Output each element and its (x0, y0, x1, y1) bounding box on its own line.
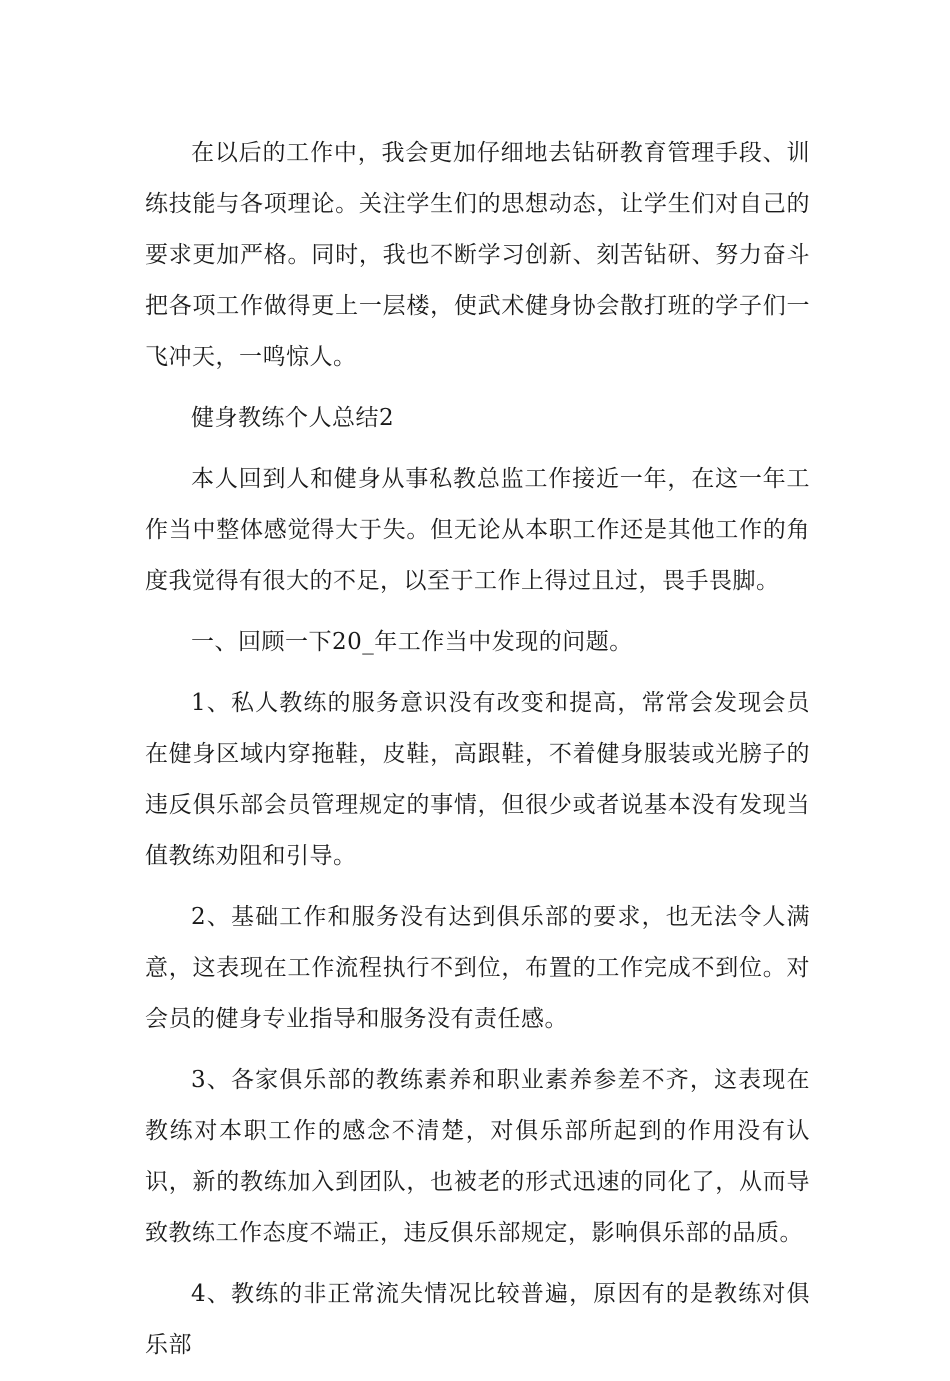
paragraph-item-2: 2、基础工作和服务没有达到俱乐部的要求，也无法令人满意，这表现在工作流程执行不到位，布置的工作完成不到位。对会员的健身专业指导和服务没有责任感。 (145, 904, 810, 1032)
document-body (145, 128, 810, 1381)
paragraph-item-3: 3、各家俱乐部的教练素养和职业素养参差不齐，这表现在教练对本职工作的感念不清楚，对俱乐部所起到的作用没有认识，新的教练加入到团队，也被老的形式迅速的同化了，从而导致教练工作态度不端正，违反俱乐部规定，影响俱乐部的品质。 (145, 1067, 810, 1246)
paragraph-item-1: 1、私人教练的服务意识没有改变和提高，常常会发现会员在健身区域内穿拖鞋，皮鞋，高跟鞋，不着健身服装或光膀子的违反俱乐部会员管理规定的事情，但很少或者说基本没有发现当值教练劝阻和引导。 (145, 690, 810, 869)
paragraph-item-4: 4、教练的非正常流失情况比较普遍，原因有的是教练对俱乐部 (145, 1281, 810, 1358)
paragraph-intro: 本人回到人和健身从事私教总监工作接近一年，在这一年工作当中整体感觉得大于失。但无论从本职工作还是其他工作的角度我觉得有很大的不足，以至于工作上得过且过，畏手畏脚。 (145, 466, 810, 594)
paragraph-conclusion: 在以后的工作中，我会更加仔细地去钻研教育管理手段、训练技能与各项理论。关注学生们的思想动态，让学生们对自己的要求更加严格。同时，我也不断学习创新、刻苦钻研、努力奋斗把各项工作做得更上一层楼，使武术健身协会散打班的学子们一飞冲天，一鸣惊人。 (145, 140, 810, 370)
subsection-heading: 一、回顾一下20_年工作当中发现的问题。 (191, 629, 633, 655)
section-heading: 健身教练个人总结2 (191, 405, 395, 431)
